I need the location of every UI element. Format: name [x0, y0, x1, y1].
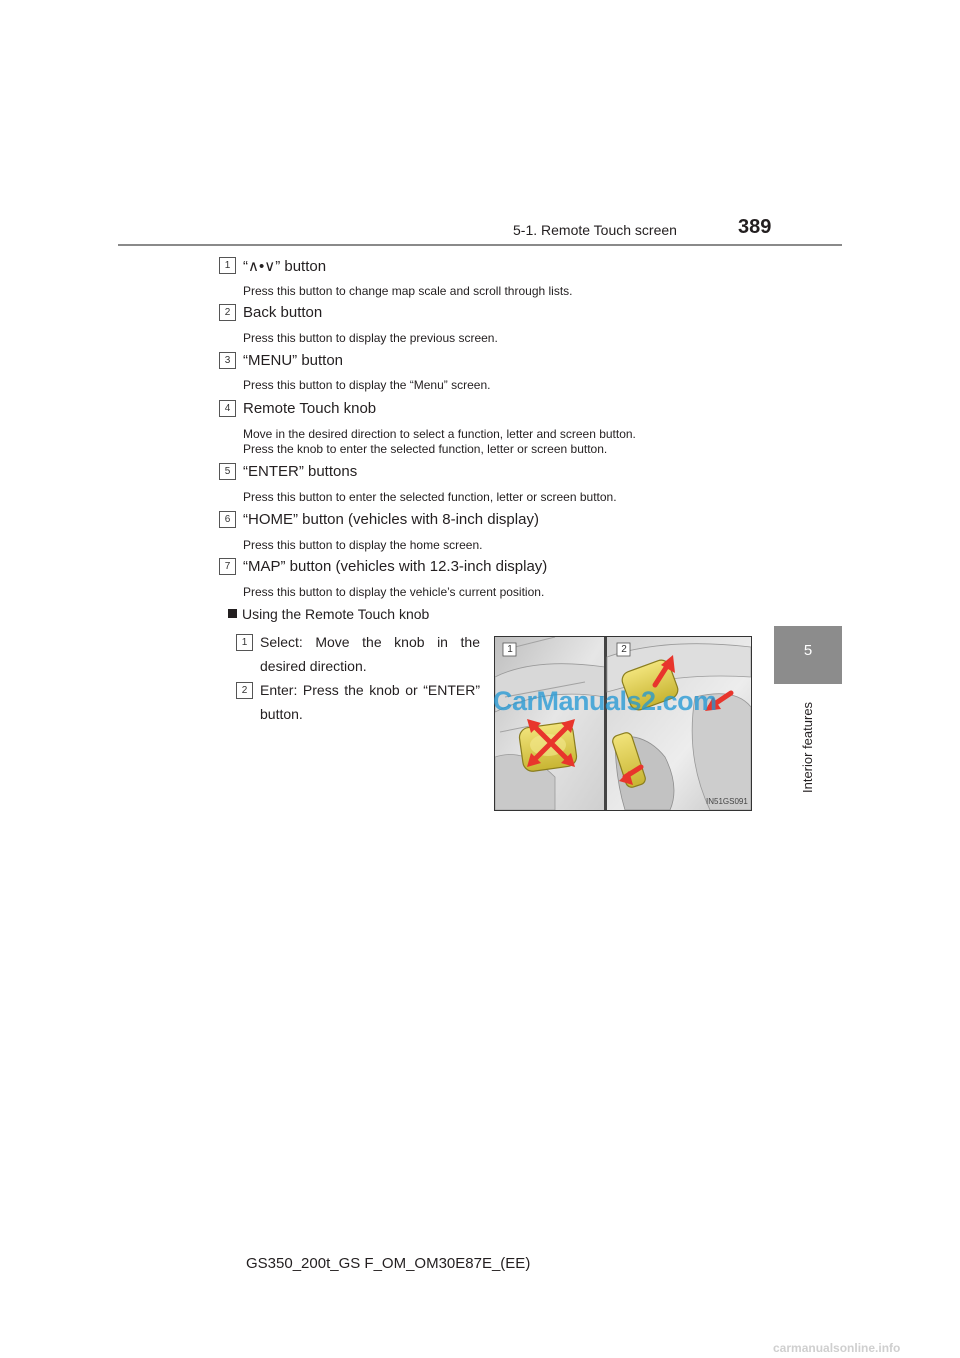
item-description: Press this button to change map scale and scroll through lists. — [243, 284, 573, 298]
step-text: Select: Move the knob in the desired direction. — [260, 634, 480, 674]
step-text: Enter: Press the knob or “ENTER” button. — [260, 682, 480, 722]
figure-code: IN51GS091 — [706, 797, 748, 806]
section-heading — [228, 606, 429, 622]
item-description: Press this button to display the previous screen. — [243, 331, 498, 345]
document-code: GS350_200t_GS F_OM_OM30E87E_(EE) — [246, 1255, 531, 1272]
watermark: CarManuals2.com — [493, 686, 717, 716]
item-title: “HOME” button (vehicles with 8-inch display) — [243, 511, 539, 528]
step-number-badge: 1 — [236, 634, 253, 651]
square-bullet-icon — [228, 609, 237, 618]
remote-touch-figure — [494, 636, 752, 811]
item-number-badge: 7 — [219, 558, 236, 575]
item-number-badge: 3 — [219, 352, 236, 369]
item-title: Remote Touch knob — [243, 400, 377, 417]
item-description: Move in the desired direction to select a function, letter and screen button. — [243, 427, 636, 441]
item-title: “MENU” button — [243, 352, 344, 369]
section-heading-text: Using the Remote Touch knob — [242, 606, 430, 622]
item-description: Press this button to display the vehicle’s current position. — [243, 585, 545, 599]
header-rule — [118, 244, 842, 246]
item-title: “ENTER” buttons — [243, 463, 358, 480]
item-number-badge: 6 — [219, 511, 236, 528]
figure-label-1: 1 — [507, 644, 513, 655]
footer-site: carmanualsonline.info — [773, 1341, 901, 1355]
chapter-label: Interior features — [800, 701, 815, 793]
page-number: 389 — [738, 216, 772, 238]
item-number-badge: 1 — [219, 257, 236, 274]
figure-label-2: 2 — [621, 644, 627, 655]
item-description: Press this button to display the “Menu” screen. — [243, 378, 491, 392]
item-title: “MAP” button (vehicles with 12.3-inch display) — [243, 558, 548, 575]
step-number-badge: 2 — [236, 682, 253, 699]
item-description: Press this button to display the home screen. — [243, 538, 483, 552]
chapter-number: 5 — [803, 642, 813, 659]
item-title: Back button — [243, 304, 323, 321]
item-number-badge: 5 — [219, 463, 236, 480]
item-title: “∧•∨” button — [243, 258, 327, 275]
section-title: 5-1. Remote Touch screen — [513, 222, 677, 238]
item-description: Press the knob to enter the selected function, letter or screen button. — [243, 442, 608, 456]
item-number-badge: 4 — [219, 400, 236, 417]
remote-touch-illustration — [495, 637, 751, 810]
item-number-badge: 2 — [219, 304, 236, 321]
item-description: Press this button to enter the selected function, letter or screen button. — [243, 490, 617, 504]
